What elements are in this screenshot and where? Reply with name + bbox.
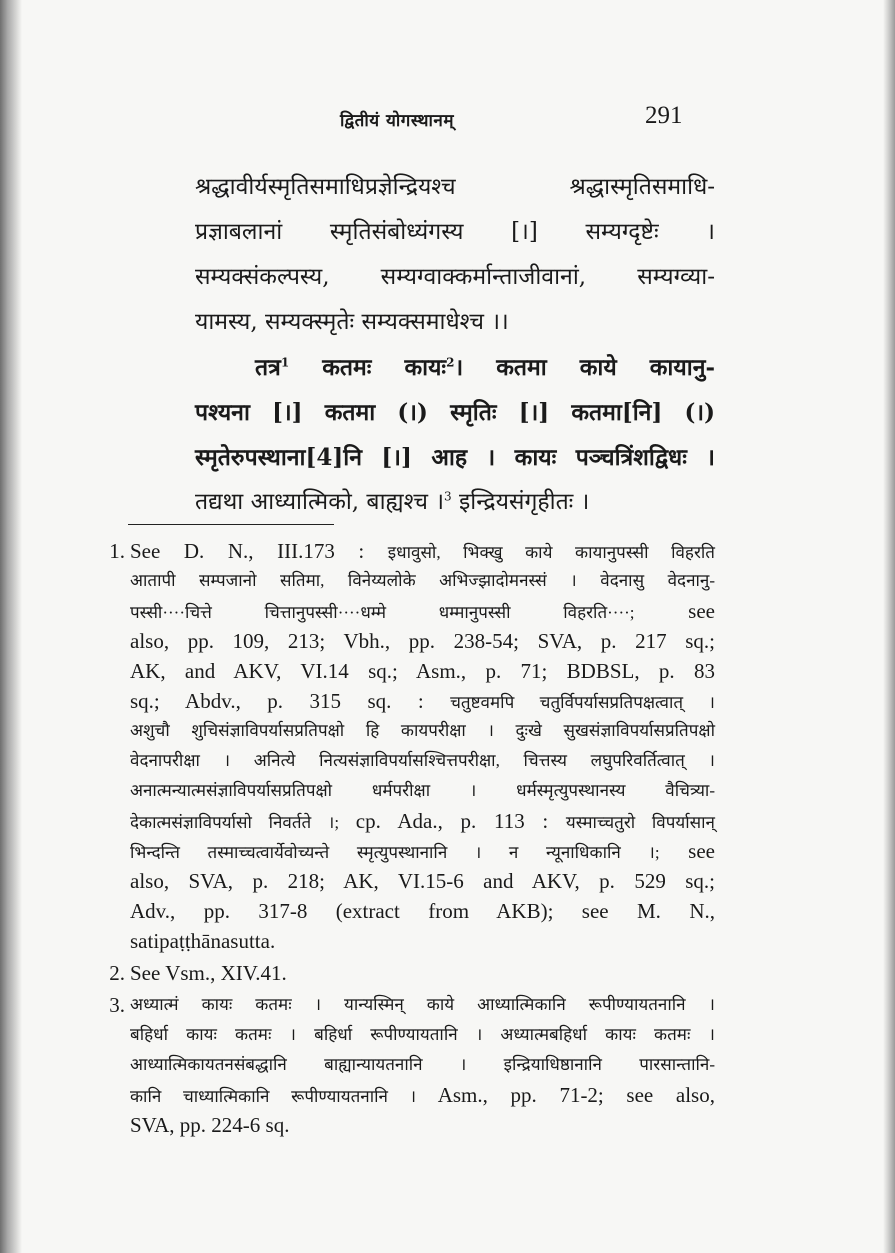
- footnote-fragment: यस्माच्चतुरो विपर्यासान्: [565, 813, 715, 832]
- main-line: श्रद्धावीर्यस्मृतिसमाधिप्रज्ञेन्द्रियश्च श्रद्धास्मृतिसमाधि-: [195, 174, 715, 200]
- footnote-fragment: Asm., pp. 71-2; see also,: [437, 1083, 715, 1107]
- footnote-fragment: see: [659, 839, 715, 863]
- footnote-line: अशुचौ शुचिसंज्ञाविपर्यासप्रतिपक्षो हि कायपरीक्षा । दुःखे सुखसंज्ञाविपर्यासप्रतिपक्षो: [130, 721, 715, 740]
- footnote-line: [130, 806, 715, 836]
- main-text-fragment: इन्द्रियसंगृहीतः ।: [451, 489, 590, 515]
- footnote-line: आतापी सम्पजानो सतिमा, विनेय्यलोके अभिज्झादोमनस्सं । वेदनासु वेदनानु-: [130, 571, 715, 590]
- footnote-number: 3.: [109, 993, 125, 1017]
- footnote-fragment: देकात्मसंज्ञाविपर्यासो निवर्तते ।;: [130, 813, 356, 832]
- footnote-fragment: sq.; Abdv., p. 315 sq. :: [130, 689, 451, 713]
- footnote-line: See Vsm., XIV.41.: [130, 961, 287, 985]
- main-line: यामस्य, सम्यक्स्मृतेः सम्यक्समाधेश्च ।।: [195, 309, 509, 335]
- footnote-line: Adv., pp. 317-8 (extract from AKB); see M. N.,: [130, 899, 715, 923]
- main-text-fragment: कतमः कायः: [289, 354, 447, 381]
- footnote-1: [95, 536, 715, 956]
- footnote-line: also, pp. 109, 213; Vbh., pp. 238-54; SVA, p. 217 sq.;: [130, 629, 715, 653]
- main-text-fragment: । कतमा काये कायानु-: [454, 354, 716, 381]
- main-line: [195, 345, 715, 390]
- footnote-ref[interactable]: 3: [444, 489, 452, 504]
- footnote-number: 1.: [109, 539, 125, 563]
- footnote-fragment: भिन्दन्ति तस्माच्चत्वार्येवोच्यन्ते स्मृत्युपस्थानानि । न न्यूनाधिकानि ।;: [130, 843, 660, 862]
- footnote-line: वेदनापरीक्षा । अनित्ये नित्यसंज्ञाविपर्यासश्चित्तपरीक्षा, चित्तस्य लघुपरिवर्तित्वात् ।: [130, 751, 715, 770]
- footnote-line: [130, 836, 715, 866]
- footnote-fragment: इधावुसो, भिक्खु काये कायानुपस्सी विहरति: [387, 543, 715, 562]
- main-line: सम्यक्संकल्पस्य, सम्यग्वाक्कर्मान्ताजीवानां, सम्यग्व्या-: [195, 264, 715, 290]
- footnote-line: अनात्मन्यात्मसंज्ञाविपर्यासप्रतिपक्षो धर्मपरीक्षा । धर्मस्मृत्युपस्थानस्य वैचित्र्या-: [130, 781, 715, 800]
- footnote-ref[interactable]: 2: [446, 355, 455, 370]
- footnote-number: 2.: [109, 961, 125, 985]
- footnote-line: [130, 686, 715, 716]
- footnote-fragment: cp. Ada., p. 113 :: [355, 809, 566, 833]
- footnote-fragment: See D. N., III.173 :: [130, 539, 388, 563]
- footnote-line: आध्यात्मिकायतनसंबद्धानि बाह्यान्यायतनानि । इन्द्रियाधिष्ठानानि पारसान्तानि-: [130, 1055, 715, 1074]
- footnote-fragment: चतुष्टवमपि चतुर्विपर्यासप्रतिपक्षत्वात् ।: [450, 693, 715, 712]
- footnote-line: [130, 596, 715, 626]
- footnote-2: [95, 958, 715, 988]
- footnote-line: बहिर्धा कायः कतमः । बहिर्धा रूपीण्यायतानि । अध्यात्मबहिर्धा कायः कतमः ।: [130, 1025, 715, 1044]
- footnote-line: also, SVA, p. 218; AK, VI.15-6 and AKV, p. 529 sq.;: [130, 869, 715, 893]
- footnote-line: SVA, pp. 224-6 sq.: [130, 1113, 290, 1137]
- footnote-fragment: पस्सी····चित्ते चित्तानुपस्सी····धम्मे धम्मानुपस्सी विहरति····;: [130, 603, 635, 622]
- main-text-fragment: तत्र: [255, 354, 281, 381]
- footnotes-block: [95, 536, 715, 1142]
- main-line: पश्यना [।] कतमा (।) स्मृतिः [।] कतमा[नि] (।): [195, 399, 715, 426]
- running-header: द्वितीयं योगस्थानम्: [340, 111, 455, 131]
- footnote-line: AK, and AKV, VI.14 sq.; Asm., p. 71; BDBSL, p. 83: [130, 659, 715, 683]
- binding-shadow: [0, 0, 22, 1253]
- footnote-ref[interactable]: 1: [280, 355, 290, 370]
- main-text-fragment: तद्यथा आध्यात्मिको, बाह्यश्च ।: [195, 489, 445, 515]
- footnote-separator: [128, 524, 334, 525]
- footnote-fragment: see: [634, 599, 715, 623]
- footnote-fragment: कानि चाध्यात्मिकानि रूपीण्यायतनानि ।: [130, 1087, 438, 1106]
- page-edge-shadow: [883, 0, 895, 1253]
- footnote-3: [95, 990, 715, 1140]
- main-line: स्मृतेरुपस्थाना[4]नि [।] आह । कायः पञ्चत्रिंशद्विधः ।: [195, 444, 715, 471]
- footnote-line: [130, 536, 715, 566]
- page-number: 291: [645, 102, 683, 129]
- footnote-line: [130, 1080, 715, 1110]
- main-line: प्रज्ञाबलानां स्मृतिसंबोध्यंगस्य [।] सम्यग्दृष्टेः ।: [195, 219, 715, 245]
- footnote-line: अध्यात्मं कायः कतमः । यान्यस्मिन् काये आध्यात्मिकानि रूपीण्यायतनानि ।: [130, 995, 715, 1014]
- main-line: [195, 480, 715, 525]
- main-text-block: [195, 165, 715, 525]
- footnote-line: satipaṭṭhānasutta.: [130, 929, 276, 953]
